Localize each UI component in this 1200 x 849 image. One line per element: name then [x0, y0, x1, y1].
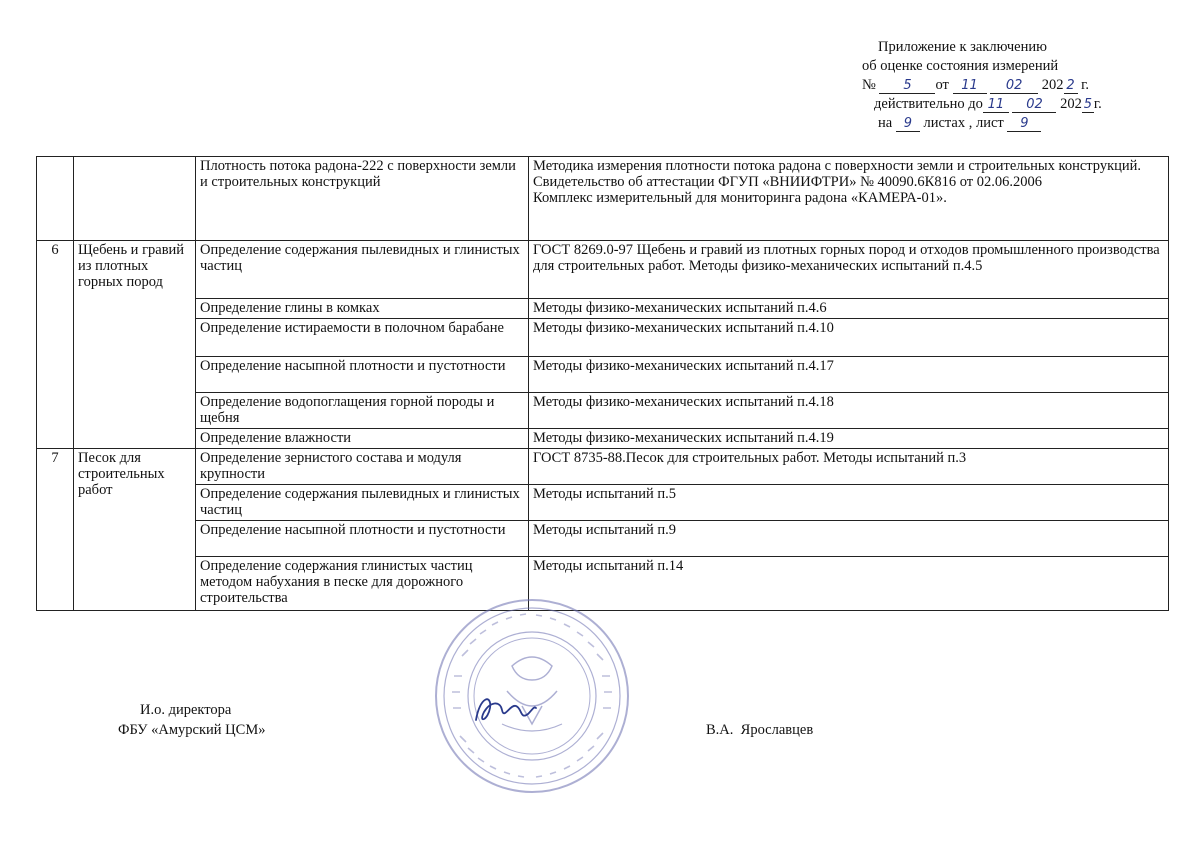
year-prefix: 202	[1041, 77, 1064, 93]
valid-month: 02	[1012, 97, 1056, 113]
on-label: на	[878, 115, 893, 131]
table-row	[37, 319, 1169, 357]
object-cell	[74, 157, 196, 241]
methods-table	[36, 156, 1169, 611]
signer-name: В.А. Ярославцев	[706, 722, 814, 738]
valid-label: действительно до	[874, 96, 983, 112]
method-text: Методика измерения плотности потока радона с поверхности земли и строительных конструкций.	[533, 158, 1142, 174]
number-value: 5	[879, 78, 935, 94]
number-label: №	[862, 77, 876, 93]
row-number-cell	[37, 157, 74, 241]
day-value: 11	[953, 78, 987, 94]
method-cell: Методы испытаний п.9	[529, 521, 1169, 557]
method-cell: Методы испытаний п.5	[529, 485, 1169, 521]
indicator-cell: Определение глины в комках	[196, 299, 529, 319]
sheets-value: 9	[896, 116, 920, 132]
table-row	[37, 357, 1169, 393]
indicator-cell: Определение влажности	[196, 429, 529, 449]
valid-year-prefix: 202	[1060, 96, 1082, 112]
handwritten-signature	[470, 690, 540, 730]
year-value: 2	[1064, 78, 1078, 94]
signer-organization: ФБУ «Амурский ЦСМ»	[118, 722, 266, 738]
year-suffix: г.	[1081, 77, 1090, 93]
valid-year-value: 5	[1083, 97, 1092, 112]
sheet-value: 9	[1007, 116, 1041, 132]
indicator-cell: Плотность потока радона-222 с поверхности земли и строительных конструкций	[196, 157, 529, 241]
method-cell	[529, 157, 1169, 241]
table-row	[37, 241, 1169, 299]
method-cell: Методы физико-механических испытаний п.4.19	[529, 429, 1169, 449]
method-cell: ГОСТ 8269.0-97 Щебень и гравий из плотных горных пород и отходов промышленного производства для строительных работ. Методы физико-механических испытаний п.4.5	[529, 241, 1169, 299]
month-value: 02	[990, 78, 1038, 94]
header-line-1: Приложение к заключению	[878, 39, 1047, 55]
indicator-cell: Определение истираемости в полочном барабане	[196, 319, 529, 357]
appendix-header	[862, 38, 1172, 133]
table-row	[37, 393, 1169, 429]
table-row	[37, 521, 1169, 557]
indicator-cell: Определение водопоглащения горной породы и щебня	[196, 393, 529, 429]
header-line-2: об оценке состояния измерений	[862, 58, 1059, 74]
object-sand: Песок для строительных работ	[74, 449, 196, 611]
indicator-cell: Определение содержания пылевидных и глинистых частиц	[196, 485, 529, 521]
sheets-label: листах , лист	[923, 115, 1004, 131]
table-row	[37, 299, 1169, 319]
method-cell: Методы испытаний п.14	[529, 557, 1169, 611]
indicator-cell: Определение зернистого состава и модуля крупности	[196, 449, 529, 485]
from-label: от	[935, 77, 949, 93]
method-cell: ГОСТ 8735-88.Песок для строительных работ. Методы испытаний п.3	[529, 449, 1169, 485]
signer-position: И.о. директора	[140, 702, 232, 718]
indicator-cell: Определение содержания глинистых частиц методом набухания в песке для дорожного строительства	[196, 557, 529, 611]
header-line-sheets	[862, 114, 1172, 133]
method-equipment: Комплекс измерительный для мониторинга радона «КАМЕРА-01».	[533, 190, 947, 206]
method-cell: Методы физико-механических испытаний п.4.6	[529, 299, 1169, 319]
table-row	[37, 449, 1169, 485]
row-number-7: 7	[37, 449, 74, 611]
method-certificate: Свидетельство об аттестации ФГУП «ВНИИФТРИ» № 40090.6К816 от 02.06.2006	[533, 174, 1042, 190]
method-cell: Методы физико-механических испытаний п.4.18	[529, 393, 1169, 429]
object-crushed-stone: Щебень и гравий из плотных горных пород	[74, 241, 196, 449]
indicator-cell: Определение насыпной плотности и пустотности	[196, 521, 529, 557]
table-row	[37, 485, 1169, 521]
table-row	[37, 157, 1169, 241]
row-number-6: 6	[37, 241, 74, 449]
indicator-cell: Определение насыпной плотности и пустотности	[196, 357, 529, 393]
valid-day: 11	[983, 97, 1009, 113]
header-line-valid	[862, 95, 1172, 114]
valid-suffix: г.	[1093, 96, 1102, 112]
indicator-cell: Определение содержания пылевидных и глинистых частиц	[196, 241, 529, 299]
header-line-number	[862, 76, 1172, 95]
method-cell: Методы физико-механических испытаний п.4.10	[529, 319, 1169, 357]
method-cell: Методы физико-механических испытаний п.4.17	[529, 357, 1169, 393]
table-row	[37, 429, 1169, 449]
